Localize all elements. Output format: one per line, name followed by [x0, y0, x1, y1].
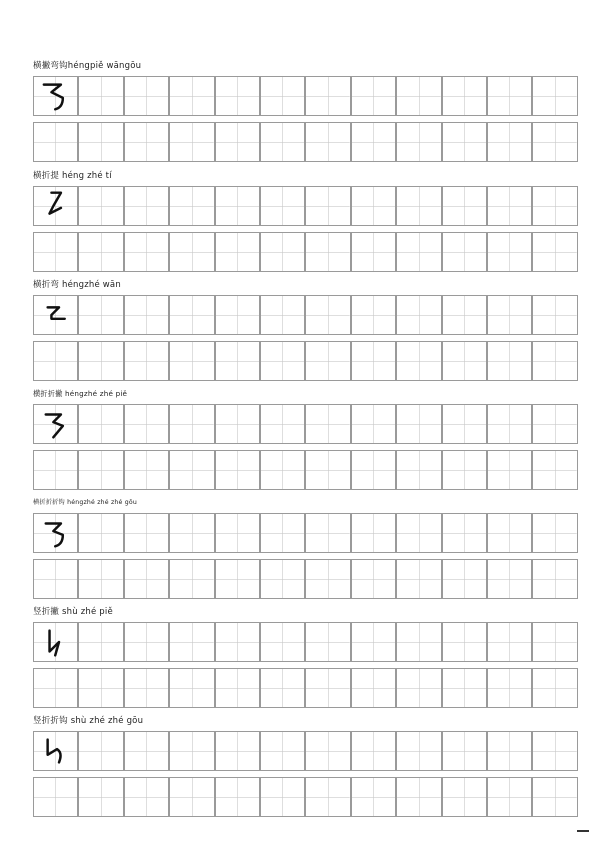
writing-cell[interactable]	[532, 186, 577, 226]
practice-grid-row	[33, 232, 578, 272]
writing-cell[interactable]	[124, 559, 169, 599]
example-grid-row	[33, 295, 578, 335]
writing-cell[interactable]	[78, 450, 123, 490]
writing-cell[interactable]	[351, 513, 396, 553]
writing-cell[interactable]	[396, 622, 441, 662]
example-grid-row	[33, 186, 578, 226]
example-grid-row	[33, 404, 578, 444]
writing-cell[interactable]	[351, 341, 396, 381]
section-label: 横折折折钩 héngzhé zhé zhé gōu	[33, 499, 137, 506]
writing-cell[interactable]	[169, 450, 214, 490]
writing-cell[interactable]	[169, 622, 214, 662]
writing-cell[interactable]	[169, 777, 214, 817]
writing-cell[interactable]	[487, 622, 532, 662]
section-label: 横折提 héng zhé tí	[33, 171, 112, 181]
writing-cell[interactable]	[33, 450, 78, 490]
writing-cell[interactable]	[305, 777, 350, 817]
writing-cell[interactable]	[305, 186, 350, 226]
writing-cell[interactable]	[169, 76, 214, 116]
writing-cell[interactable]	[396, 186, 441, 226]
writing-cell[interactable]	[215, 295, 260, 335]
writing-cell[interactable]	[442, 122, 487, 162]
writing-cell[interactable]	[169, 404, 214, 444]
writing-cell[interactable]	[215, 559, 260, 599]
writing-cell[interactable]	[33, 777, 78, 817]
writing-cell[interactable]	[442, 777, 487, 817]
writing-cell[interactable]	[215, 122, 260, 162]
writing-cell[interactable]	[532, 668, 577, 708]
writing-cell[interactable]	[78, 513, 123, 553]
writing-cell[interactable]	[215, 777, 260, 817]
writing-cell[interactable]	[396, 559, 441, 599]
writing-cell[interactable]	[78, 76, 123, 116]
writing-cell[interactable]	[532, 341, 577, 381]
writing-cell[interactable]	[487, 559, 532, 599]
writing-cell[interactable]	[33, 122, 78, 162]
writing-cell[interactable]	[442, 513, 487, 553]
writing-cell[interactable]	[78, 186, 123, 226]
example-grid-row	[33, 622, 578, 662]
writing-cell[interactable]	[78, 295, 123, 335]
writing-cell[interactable]	[442, 295, 487, 335]
writing-cell[interactable]	[351, 232, 396, 272]
writing-cell[interactable]	[442, 450, 487, 490]
writing-cell[interactable]	[78, 122, 123, 162]
writing-cell[interactable]	[33, 186, 78, 226]
writing-cell[interactable]	[33, 731, 78, 771]
writing-cell[interactable]	[124, 122, 169, 162]
writing-cell[interactable]	[260, 232, 305, 272]
writing-cell[interactable]	[396, 731, 441, 771]
writing-cell[interactable]	[396, 513, 441, 553]
writing-cell[interactable]	[260, 186, 305, 226]
writing-cell[interactable]	[487, 122, 532, 162]
writing-cell[interactable]	[260, 450, 305, 490]
writing-cell[interactable]	[396, 295, 441, 335]
writing-cell[interactable]	[78, 668, 123, 708]
writing-cell[interactable]	[215, 668, 260, 708]
writing-cell[interactable]	[305, 668, 350, 708]
writing-cell[interactable]	[305, 122, 350, 162]
writing-cell[interactable]	[169, 295, 214, 335]
writing-cell[interactable]	[532, 559, 577, 599]
writing-cell[interactable]	[305, 232, 350, 272]
writing-cell[interactable]	[487, 668, 532, 708]
writing-cell[interactable]	[351, 404, 396, 444]
writing-cell[interactable]	[351, 731, 396, 771]
practice-grid-row	[33, 341, 578, 381]
writing-cell[interactable]	[442, 404, 487, 444]
writing-cell[interactable]	[215, 232, 260, 272]
writing-cell[interactable]	[124, 186, 169, 226]
writing-cell[interactable]	[124, 404, 169, 444]
writing-cell[interactable]	[442, 668, 487, 708]
writing-cell[interactable]	[124, 668, 169, 708]
writing-cell[interactable]	[169, 559, 214, 599]
writing-cell[interactable]	[124, 76, 169, 116]
writing-cell[interactable]	[215, 622, 260, 662]
writing-cell[interactable]	[305, 76, 350, 116]
writing-cell[interactable]	[532, 513, 577, 553]
writing-cell[interactable]	[124, 622, 169, 662]
writing-cell[interactable]	[351, 777, 396, 817]
writing-cell[interactable]	[78, 622, 123, 662]
shu-zhe-zhe-gou-stroke-icon	[34, 732, 77, 770]
practice-grid-row	[33, 777, 578, 817]
writing-cell[interactable]	[442, 186, 487, 226]
writing-cell[interactable]	[169, 731, 214, 771]
writing-cell[interactable]	[532, 777, 577, 817]
practice-grid-row	[33, 668, 578, 708]
writing-cell[interactable]	[260, 341, 305, 381]
writing-cell[interactable]	[487, 76, 532, 116]
section-label: 横折弯 héngzhé wān	[33, 280, 121, 290]
writing-cell[interactable]	[78, 341, 123, 381]
writing-cell[interactable]	[532, 122, 577, 162]
writing-cell[interactable]	[351, 450, 396, 490]
writing-cell[interactable]	[442, 622, 487, 662]
writing-cell[interactable]	[169, 122, 214, 162]
shu-zhe-pie-stroke-icon	[34, 623, 77, 661]
writing-cell[interactable]	[78, 731, 123, 771]
writing-cell[interactable]	[351, 668, 396, 708]
section-label: 竖折折钩 shù zhé zhé gōu	[33, 716, 144, 726]
writing-cell[interactable]	[124, 295, 169, 335]
writing-cell[interactable]	[396, 341, 441, 381]
writing-cell[interactable]	[124, 513, 169, 553]
section-label: 横折折撇 héngzhé zhé piě	[33, 389, 128, 398]
writing-cell[interactable]	[442, 341, 487, 381]
writing-cell[interactable]	[396, 122, 441, 162]
writing-cell[interactable]	[260, 295, 305, 335]
heng-zhe-zhe-pie-stroke-icon	[34, 405, 77, 443]
writing-cell[interactable]	[215, 404, 260, 444]
writing-cell[interactable]	[33, 341, 78, 381]
writing-cell[interactable]	[169, 232, 214, 272]
writing-cell[interactable]	[169, 668, 214, 708]
writing-cell[interactable]	[396, 777, 441, 817]
writing-cell[interactable]	[305, 450, 350, 490]
writing-cell[interactable]	[487, 513, 532, 553]
writing-cell[interactable]	[33, 404, 78, 444]
heng-zhe-zhe-zhe-gou-stroke-icon	[34, 514, 77, 552]
writing-cell[interactable]	[215, 341, 260, 381]
practice-grid-row	[33, 450, 578, 490]
writing-cell[interactable]	[305, 731, 350, 771]
writing-cell[interactable]	[260, 513, 305, 553]
writing-cell[interactable]	[487, 777, 532, 817]
writing-cell[interactable]	[532, 76, 577, 116]
writing-cell[interactable]	[351, 122, 396, 162]
writing-cell[interactable]	[33, 622, 78, 662]
writing-cell[interactable]	[305, 559, 350, 599]
writing-cell[interactable]	[215, 186, 260, 226]
writing-cell[interactable]	[260, 404, 305, 444]
writing-cell[interactable]	[124, 232, 169, 272]
writing-cell[interactable]	[33, 295, 78, 335]
writing-cell[interactable]	[532, 295, 577, 335]
writing-cell[interactable]	[124, 731, 169, 771]
writing-cell[interactable]	[215, 76, 260, 116]
writing-cell[interactable]	[532, 731, 577, 771]
writing-cell[interactable]	[487, 341, 532, 381]
writing-cell[interactable]	[305, 341, 350, 381]
writing-cell[interactable]	[487, 232, 532, 272]
writing-cell[interactable]	[215, 450, 260, 490]
writing-cell[interactable]	[532, 622, 577, 662]
writing-cell[interactable]	[305, 404, 350, 444]
section-label: 竖折撇 shù zhé piě	[33, 607, 113, 617]
writing-cell[interactable]	[33, 559, 78, 599]
writing-cell[interactable]	[532, 450, 577, 490]
writing-cell[interactable]	[487, 404, 532, 444]
writing-cell[interactable]	[169, 513, 214, 553]
heng-pie-wan-gou-stroke-icon	[34, 77, 77, 115]
writing-cell[interactable]	[33, 232, 78, 272]
practice-grid-row	[33, 122, 578, 162]
writing-cell[interactable]	[532, 232, 577, 272]
writing-cell[interactable]	[305, 622, 350, 662]
writing-cell[interactable]	[396, 450, 441, 490]
example-grid-row	[33, 513, 578, 553]
writing-cell[interactable]	[215, 513, 260, 553]
writing-cell[interactable]	[124, 777, 169, 817]
heng-zhe-ti-stroke-icon	[34, 187, 77, 225]
writing-cell[interactable]	[260, 731, 305, 771]
example-grid-row	[33, 76, 578, 116]
writing-cell[interactable]	[169, 341, 214, 381]
writing-cell[interactable]	[260, 622, 305, 662]
writing-cell[interactable]	[351, 76, 396, 116]
writing-cell[interactable]	[169, 186, 214, 226]
writing-cell[interactable]	[532, 404, 577, 444]
writing-cell[interactable]	[33, 513, 78, 553]
writing-cell[interactable]	[487, 295, 532, 335]
writing-cell[interactable]	[78, 232, 123, 272]
writing-cell[interactable]	[33, 668, 78, 708]
practice-grid-row	[33, 559, 578, 599]
heng-zhe-wan-stroke-icon	[34, 296, 77, 334]
writing-cell[interactable]	[260, 559, 305, 599]
section-label: 横撇弯钩héngpiě wāngōu	[33, 61, 142, 71]
writing-cell[interactable]	[396, 232, 441, 272]
writing-cell[interactable]	[487, 731, 532, 771]
writing-cell[interactable]	[351, 186, 396, 226]
writing-cell[interactable]	[487, 450, 532, 490]
writing-cell[interactable]	[78, 404, 123, 444]
writing-cell[interactable]	[215, 731, 260, 771]
writing-cell[interactable]	[33, 76, 78, 116]
writing-cell[interactable]	[305, 295, 350, 335]
writing-cell[interactable]	[396, 668, 441, 708]
writing-cell[interactable]	[396, 76, 441, 116]
writing-cell[interactable]	[260, 668, 305, 708]
writing-cell[interactable]	[124, 450, 169, 490]
writing-cell[interactable]	[260, 122, 305, 162]
writing-cell[interactable]	[442, 731, 487, 771]
writing-cell[interactable]	[442, 232, 487, 272]
writing-cell[interactable]	[351, 559, 396, 599]
writing-cell[interactable]	[442, 559, 487, 599]
writing-cell[interactable]	[351, 295, 396, 335]
example-grid-row	[33, 731, 578, 771]
writing-cell[interactable]	[487, 186, 532, 226]
writing-cell[interactable]	[78, 559, 123, 599]
writing-cell[interactable]	[260, 76, 305, 116]
writing-cell[interactable]	[305, 513, 350, 553]
writing-cell[interactable]	[442, 76, 487, 116]
writing-cell[interactable]	[396, 404, 441, 444]
writing-cell[interactable]	[78, 777, 123, 817]
writing-cell[interactable]	[260, 777, 305, 817]
writing-cell[interactable]	[124, 341, 169, 381]
corner-mark-icon	[577, 829, 589, 833]
writing-cell[interactable]	[351, 622, 396, 662]
